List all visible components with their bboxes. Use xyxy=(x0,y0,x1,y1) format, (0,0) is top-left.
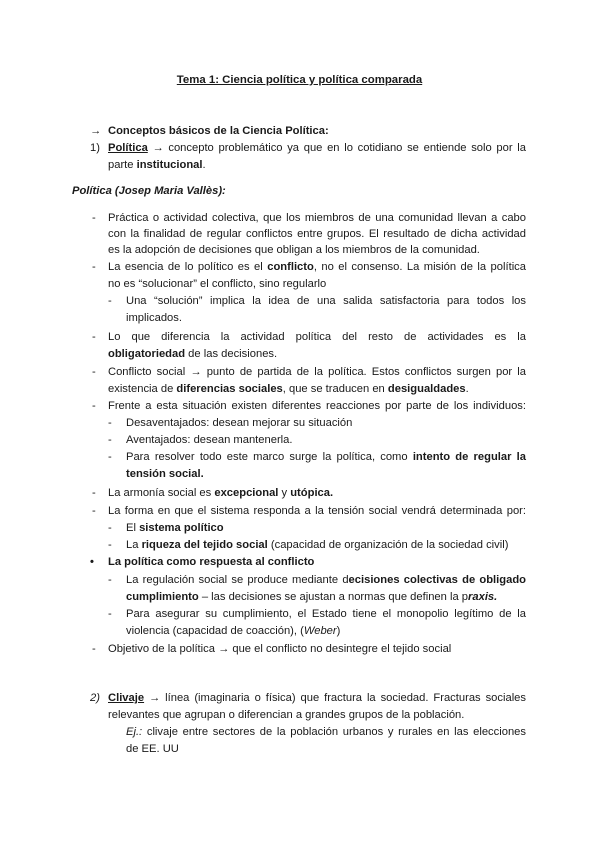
dash-marker: - xyxy=(92,212,96,224)
example-line2: de EE. UU xyxy=(126,743,179,755)
bullet2-sub1-line2: implicados. xyxy=(126,312,182,324)
dash-marker: - xyxy=(108,451,112,463)
bullet8-sub1-line2: cumplimiento – las decisiones se ajustan a normas que definen la praxis. xyxy=(126,591,498,603)
dash-marker: - xyxy=(108,574,112,586)
bullet1-line1: Práctica o actividad colectiva, que los miembros de una comunidad llevan a cabo xyxy=(108,212,526,224)
bullet5-sub3-line1: Para resolver todo este marco surge la política, como intento de regular la xyxy=(126,451,526,463)
bullet5-sub3-line2: tensión social. xyxy=(126,468,204,480)
bullet9: Objetivo de la política → que el conflicto no desintegre el tejido social xyxy=(108,643,452,655)
bullet8-sub1-line1: La regulación social se produce mediante decisiones colectivas de obligado xyxy=(126,574,527,586)
bullet2-line1: La esencia de lo político es el conflicto, no el consenso. La misión de la política xyxy=(108,261,526,273)
dash-marker: - xyxy=(108,608,112,620)
bullet7-sub1: El sistema político xyxy=(126,522,224,534)
bullet3-line1: Lo que diferencia la actividad política del resto de actividades es la xyxy=(108,331,526,343)
bullet1-line3: es la adopción de decisiones que obligan a los miembros de la comunidad. xyxy=(108,244,480,256)
dash-marker: - xyxy=(108,417,112,429)
term-clivaje: Clivaje xyxy=(108,692,145,704)
item1-line2: parte institucional. xyxy=(108,159,206,171)
item1-line1: Política → concepto problemático ya que en lo cotidiano se entiende solo por la xyxy=(108,142,526,154)
bullet1-line2: con la finalidad de regular conflictos entre grupos. El resultado de dicha actividad xyxy=(108,228,526,240)
bullet7-line1: La forma en que el sistema responda a la tensión social vendrá determinada por: xyxy=(108,505,526,517)
page-title: Tema 1: Ciencia política y política comparada xyxy=(176,74,423,86)
dash-marker: - xyxy=(92,643,96,655)
arrow-marker: → xyxy=(90,125,102,137)
bullet4-line2: existencia de diferencias sociales, que se traducen en desigualdades. xyxy=(108,383,469,395)
bullet5-sub2: Aventajados: desean mantenerla. xyxy=(126,434,293,446)
item2-line2: relevantes que agrupan o diferencian a grandes grupos de la población. xyxy=(108,709,465,721)
dash-marker: - xyxy=(92,400,96,412)
item-number: 2) xyxy=(90,692,100,704)
section-heading: Conceptos básicos de la Ciencia Política: xyxy=(108,125,329,137)
bullet8-sub2-line1: Para asegurar su cumplimiento, el Estado tiene el monopolio legítimo de la xyxy=(126,608,526,620)
dash-marker: - xyxy=(92,261,96,273)
dash-marker: - xyxy=(108,434,112,446)
bullet7-sub2: La riqueza del tejido social (capacidad de organización de la sociedad civil) xyxy=(126,539,509,551)
bullet3-line2: obligatoriedad de las decisiones. xyxy=(108,348,278,360)
dash-marker: - xyxy=(92,505,96,517)
dash-marker: - xyxy=(108,539,112,551)
bullet2-line2: no es “solucionar” el conflicto, sino regularlo xyxy=(108,278,327,290)
example-line1: Ej.: clivaje entre sectores de la población urbanos y rurales en las elecciones xyxy=(126,726,526,738)
dot-marker: • xyxy=(90,556,94,568)
dash-marker: - xyxy=(92,487,96,499)
bullet2-sub1-line1: Una “solución” implica la idea de una salida satisfactoria para todos los xyxy=(126,295,526,307)
bullet5-line1: Frente a esta situación existen diferentes reacciones por parte de los individuos: xyxy=(108,400,526,412)
item2-line1: Clivaje → línea (imaginaria o física) que fractura la sociedad. Fracturas sociales xyxy=(108,692,526,704)
dash-marker: - xyxy=(92,331,96,343)
term-politica: Política xyxy=(108,142,148,154)
subheading-valles: Política (Josep Maria Vallès): xyxy=(72,185,226,197)
bullet4-line1: Conflicto social → punto de partida de la política. Estos conflictos surgen por la xyxy=(108,366,526,378)
bullet8-sub2-line2: violencia (capacidad de coacción), (Weber) xyxy=(126,625,341,637)
bullet6: La armonía social es excepcional y utópica. xyxy=(108,487,334,499)
dash-marker: - xyxy=(92,366,96,378)
dash-marker: - xyxy=(108,295,112,307)
item-number: 1) xyxy=(90,142,100,154)
dash-marker: - xyxy=(108,522,112,534)
bullet5-sub1: Desaventajados: desean mejorar su situación xyxy=(126,417,353,429)
bullet8-heading: La política como respuesta al conflicto xyxy=(108,556,315,568)
